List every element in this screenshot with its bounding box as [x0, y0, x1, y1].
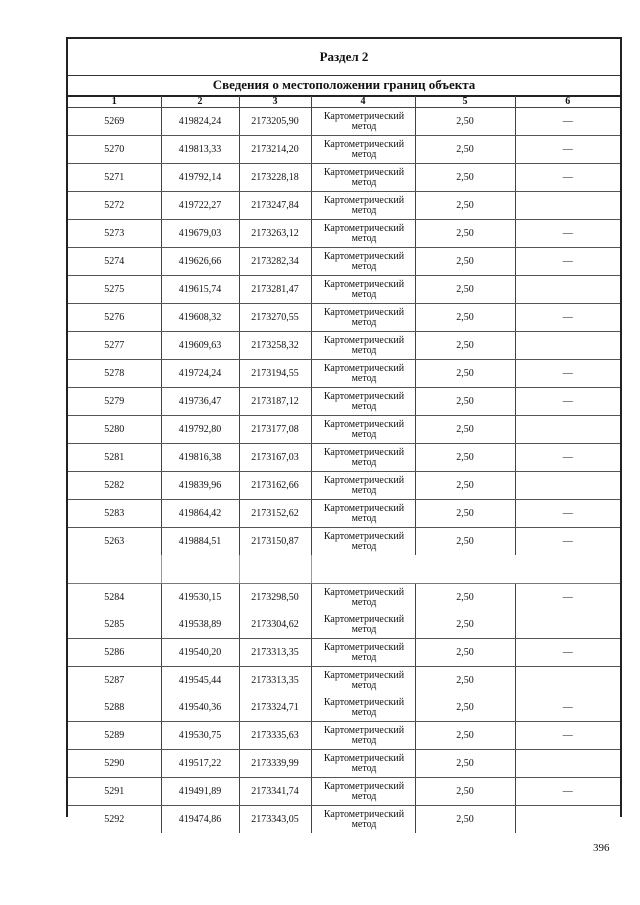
- method-cell: Картометрический метод: [311, 778, 415, 806]
- table-row: [68, 722, 620, 750]
- description-cell: —: [515, 248, 620, 276]
- x-coordinate-cell: 419824,24: [161, 108, 239, 136]
- description-cell: —: [515, 584, 620, 612]
- page-number: 396: [593, 842, 610, 854]
- accuracy-cell: 2,50: [415, 528, 515, 556]
- y-coordinate-cell: 2173339,99: [239, 750, 311, 778]
- description-cell: —: [515, 108, 620, 136]
- description-cell: —: [515, 220, 620, 248]
- point-number-cell: 5288: [68, 694, 161, 722]
- x-coordinate-cell: 419864,42: [161, 500, 239, 528]
- empty-cell: [161, 555, 239, 584]
- point-number-cell: 5283: [68, 500, 161, 528]
- point-number-cell: 5292: [104, 814, 125, 825]
- table-row: [68, 276, 620, 304]
- accuracy-cell: 2,50: [415, 248, 515, 276]
- description-cell: —: [515, 304, 620, 332]
- document-frame: [66, 37, 622, 830]
- column-header: 5: [415, 96, 515, 108]
- column-header: 6: [515, 96, 620, 108]
- accuracy-cell: 2,50: [415, 192, 515, 220]
- x-coordinate-cell: 419491,89: [161, 778, 239, 806]
- point-number-cell: 5272: [68, 192, 161, 220]
- x-coordinate-cell: 419540,36: [161, 694, 239, 722]
- point-number-cell: 5275: [68, 276, 161, 304]
- method-cell: Картометрический метод: [311, 667, 415, 695]
- y-coordinate-cell: 2173152,62: [239, 500, 311, 528]
- column-header: 2: [161, 96, 239, 108]
- table-title: Сведения о местоположении границ объекта: [68, 75, 620, 97]
- table-row: [68, 136, 620, 164]
- accuracy-cell: 2,50: [415, 360, 515, 388]
- table-row: [68, 360, 620, 388]
- accuracy-cell: 2,50: [415, 472, 515, 500]
- x-coordinate-cell: 419884,51: [161, 528, 239, 556]
- method-cell: Картометрический метод: [311, 472, 415, 500]
- point-number-cell: 5276: [68, 304, 161, 332]
- accuracy-cell: 2,50: [415, 304, 515, 332]
- point-number-cell: 5289: [68, 722, 161, 750]
- point-number-cell: 5269: [68, 108, 161, 136]
- point-number-cell: 5285: [68, 611, 161, 639]
- x-coordinate-cell: 419615,74: [161, 276, 239, 304]
- accuracy-cell: 2,50: [415, 806, 515, 834]
- description-cell: [515, 332, 620, 360]
- x-coordinate-cell: 419792,80: [161, 416, 239, 444]
- description-cell: —: [515, 694, 620, 722]
- method-cell: Картометрический метод: [311, 248, 415, 276]
- table-row: [68, 667, 620, 695]
- description-cell: —: [515, 500, 620, 528]
- y-coordinate-cell: 2173281,47: [239, 276, 311, 304]
- y-coordinate-cell: 2173214,20: [239, 136, 311, 164]
- description-cell: —: [515, 136, 620, 164]
- description-cell: [515, 192, 620, 220]
- table-gap-row: [68, 555, 620, 584]
- description-cell: [515, 806, 620, 834]
- accuracy-cell: 2,50: [415, 694, 515, 722]
- method-cell: Картометрический метод: [311, 584, 415, 612]
- point-number-cell: 5274: [68, 248, 161, 276]
- method-cell: Картометрический метод: [311, 750, 415, 778]
- y-coordinate-cell: 2173263,12: [239, 220, 311, 248]
- y-coordinate-cell: 2173194,55: [239, 360, 311, 388]
- point-number-cell: 5263: [104, 536, 125, 547]
- y-coordinate-cell: 2173177,08: [239, 416, 311, 444]
- method-cell: Картометрический метод: [311, 164, 415, 192]
- column-header: 3: [239, 96, 311, 108]
- accuracy-cell: 2,50: [415, 611, 515, 639]
- description-cell: —: [515, 778, 620, 806]
- method-cell: Картометрический метод: [311, 500, 415, 528]
- method-cell: Картометрический метод: [311, 694, 415, 722]
- method-cell: Картометрический метод: [311, 276, 415, 304]
- table-row: [68, 584, 620, 612]
- point-number-cell: 5290: [68, 750, 161, 778]
- y-coordinate-cell: 2173343,05: [239, 806, 311, 834]
- accuracy-cell: 2,50: [415, 722, 515, 750]
- boundary-points-table: [68, 96, 620, 833]
- accuracy-cell: 2,50: [415, 500, 515, 528]
- method-cell: Картометрический метод: [311, 192, 415, 220]
- point-number-cell: 5282: [68, 472, 161, 500]
- method-cell: Картометрический метод: [311, 416, 415, 444]
- column-header: 4: [311, 96, 415, 108]
- method-cell: Картометрический метод: [311, 611, 415, 639]
- point-number-cell: 5284: [104, 592, 125, 603]
- x-coordinate-cell: 419816,38: [161, 444, 239, 472]
- method-cell: Картометрический метод: [311, 639, 415, 667]
- y-coordinate-cell: 2173247,84: [239, 192, 311, 220]
- method-cell: Картометрический метод: [311, 220, 415, 248]
- description-cell: [515, 667, 620, 695]
- y-coordinate-cell: 2173313,35: [239, 667, 311, 695]
- x-coordinate-cell: 419609,63: [161, 332, 239, 360]
- x-coordinate-cell: 419679,03: [161, 220, 239, 248]
- table-row: [68, 639, 620, 667]
- description-cell: [515, 611, 620, 639]
- x-coordinate-cell: 419530,75: [161, 722, 239, 750]
- point-number-cell: 5281: [68, 444, 161, 472]
- accuracy-cell: 2,50: [415, 444, 515, 472]
- table-row: [68, 750, 620, 778]
- x-coordinate-cell: 419813,33: [161, 136, 239, 164]
- table-row: [68, 778, 620, 806]
- method-cell: Картометрический метод: [311, 136, 415, 164]
- method-cell: Картометрический метод: [311, 360, 415, 388]
- column-number-row: [68, 96, 620, 108]
- y-coordinate-cell: 2173167,03: [239, 444, 311, 472]
- description-cell: —: [515, 528, 620, 556]
- empty-cell: [239, 555, 311, 584]
- point-number-cell: 5277: [68, 332, 161, 360]
- table-row: [68, 108, 620, 136]
- description-cell: [515, 472, 620, 500]
- point-number-cell: 5279: [68, 388, 161, 416]
- accuracy-cell: 2,50: [415, 584, 515, 612]
- x-coordinate-cell: 419626,66: [161, 248, 239, 276]
- point-number-cell: 5270: [68, 136, 161, 164]
- x-coordinate-cell: 419530,15: [161, 584, 239, 612]
- description-cell: [515, 276, 620, 304]
- table-row: [68, 388, 620, 416]
- y-coordinate-cell: 2173282,34: [239, 248, 311, 276]
- section-heading: Раздел 2: [68, 39, 620, 76]
- y-coordinate-cell: 2173304,62: [239, 611, 311, 639]
- y-coordinate-cell: 2173341,74: [239, 778, 311, 806]
- x-coordinate-cell: 419724,24: [161, 360, 239, 388]
- point-number-cell: 5278: [68, 360, 161, 388]
- y-coordinate-cell: 2173298,50: [239, 584, 311, 612]
- accuracy-cell: 2,50: [415, 639, 515, 667]
- point-number-cell: 5271: [68, 164, 161, 192]
- point-number-cell: 5287: [104, 675, 125, 686]
- x-coordinate-cell: 419538,89: [161, 611, 239, 639]
- y-coordinate-cell: 2173270,55: [239, 304, 311, 332]
- column-header: 1: [68, 96, 161, 108]
- y-coordinate-cell: 2173205,90: [239, 108, 311, 136]
- description-cell: —: [515, 388, 620, 416]
- description-cell: —: [515, 639, 620, 667]
- method-cell: Картометрический метод: [311, 722, 415, 750]
- empty-cell: [415, 555, 515, 584]
- method-cell: Картометрический метод: [311, 528, 415, 556]
- y-coordinate-cell: 2173162,66: [239, 472, 311, 500]
- table-row: [68, 694, 620, 722]
- y-coordinate-cell: 2173228,18: [239, 164, 311, 192]
- table-row: [68, 164, 620, 192]
- x-coordinate-cell: 419517,22: [161, 750, 239, 778]
- x-coordinate-cell: 419474,86: [161, 806, 239, 834]
- point-number-cell: 5286: [68, 639, 161, 667]
- y-coordinate-cell: 2173187,12: [239, 388, 311, 416]
- empty-cell: [311, 555, 415, 584]
- y-coordinate-cell: 2173150,87: [239, 528, 311, 556]
- method-cell: Картометрический метод: [311, 332, 415, 360]
- point-number-cell: 5273: [68, 220, 161, 248]
- accuracy-cell: 2,50: [415, 332, 515, 360]
- accuracy-cell: 2,50: [415, 388, 515, 416]
- y-coordinate-cell: 2173335,63: [239, 722, 311, 750]
- accuracy-cell: 2,50: [415, 667, 515, 695]
- x-coordinate-cell: 419545,44: [161, 667, 239, 695]
- x-coordinate-cell: 419792,14: [161, 164, 239, 192]
- table-row: [68, 528, 620, 556]
- table-row: [68, 444, 620, 472]
- table-row: [68, 416, 620, 444]
- method-cell: Картометрический метод: [311, 806, 415, 834]
- point-number-cell: 5280: [68, 416, 161, 444]
- accuracy-cell: 2,50: [415, 220, 515, 248]
- table-row: [68, 332, 620, 360]
- x-coordinate-cell: 419736,47: [161, 388, 239, 416]
- x-coordinate-cell: 419839,96: [161, 472, 239, 500]
- description-cell: [515, 416, 620, 444]
- point-number-cell: 5291: [68, 778, 161, 806]
- accuracy-cell: 2,50: [415, 164, 515, 192]
- table-row: [68, 472, 620, 500]
- x-coordinate-cell: 419608,32: [161, 304, 239, 332]
- accuracy-cell: 2,50: [415, 778, 515, 806]
- accuracy-cell: 2,50: [415, 750, 515, 778]
- empty-cell: [515, 555, 620, 584]
- method-cell: Картометрический метод: [311, 388, 415, 416]
- table-row: [68, 192, 620, 220]
- table-row: [68, 611, 620, 639]
- table-row: [68, 806, 620, 834]
- table-row: [68, 500, 620, 528]
- y-coordinate-cell: 2173324,71: [239, 694, 311, 722]
- accuracy-cell: 2,50: [415, 276, 515, 304]
- accuracy-cell: 2,50: [415, 416, 515, 444]
- description-cell: —: [515, 722, 620, 750]
- table-row: [68, 220, 620, 248]
- accuracy-cell: 2,50: [415, 136, 515, 164]
- x-coordinate-cell: 419722,27: [161, 192, 239, 220]
- empty-cell: [68, 555, 161, 584]
- x-coordinate-cell: 419540,20: [161, 639, 239, 667]
- description-cell: —: [515, 164, 620, 192]
- description-cell: —: [515, 360, 620, 388]
- y-coordinate-cell: 2173258,32: [239, 332, 311, 360]
- table-row: [68, 248, 620, 276]
- method-cell: Картометрический метод: [311, 304, 415, 332]
- description-cell: [515, 750, 620, 778]
- table-row: [68, 304, 620, 332]
- method-cell: Картометрический метод: [311, 444, 415, 472]
- description-cell: —: [515, 444, 620, 472]
- method-cell: Картометрический метод: [311, 108, 415, 136]
- accuracy-cell: 2,50: [415, 108, 515, 136]
- y-coordinate-cell: 2173313,35: [239, 639, 311, 667]
